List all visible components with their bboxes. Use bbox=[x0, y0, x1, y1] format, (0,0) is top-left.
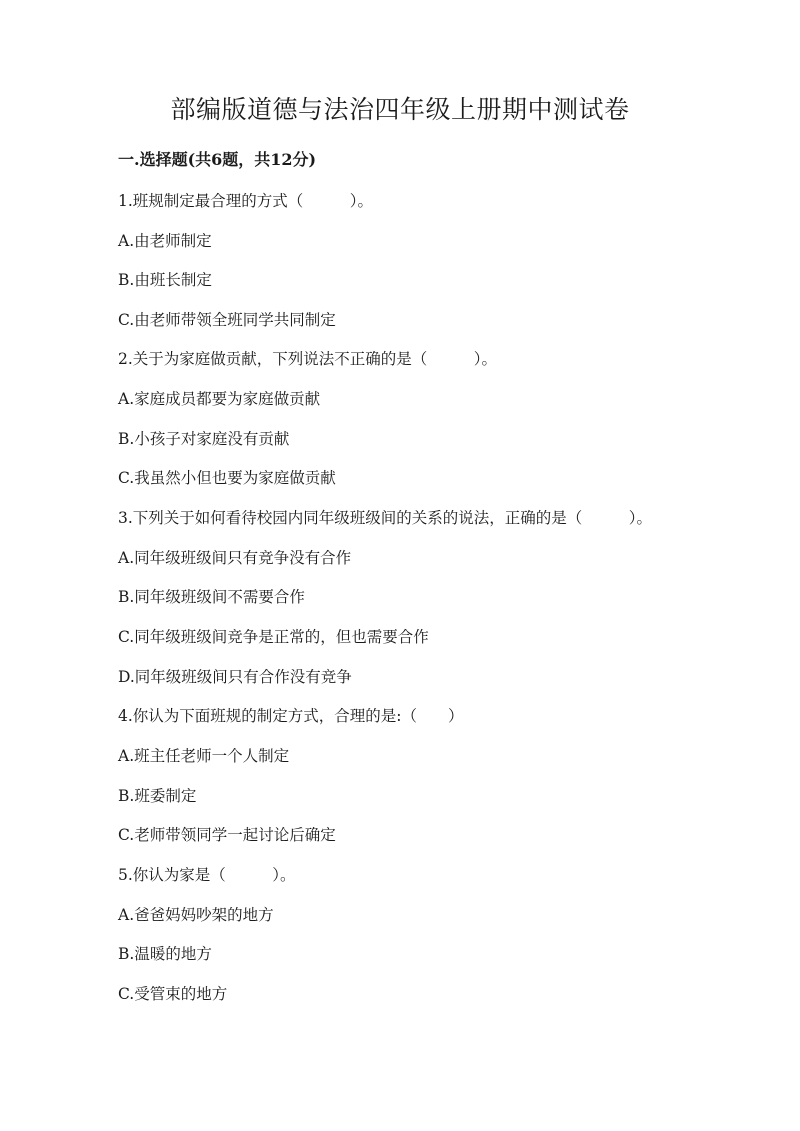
question-3-stem: 3.下列关于如何看待校园内同年级班级间的关系的说法，正确的是（ ）。 bbox=[118, 509, 653, 527]
question-5-option-a: A.爸爸妈妈吵架的地方 bbox=[118, 906, 274, 924]
question-5-option-b: B.温暖的地方 bbox=[118, 945, 212, 963]
section-heading: 一.选择题(共6题，共12分) bbox=[118, 150, 317, 169]
question-2-option-c: C.我虽然小但也要为家庭做贡献 bbox=[118, 469, 336, 487]
question-5-stem: 5.你认为家是（ ）。 bbox=[118, 866, 296, 884]
question-3-option-d: D.同年级班级间只有合作没有竞争 bbox=[118, 668, 352, 686]
question-4-option-b: B.班委制定 bbox=[118, 787, 197, 805]
question-2-option-b: B.小孩子对家庭没有贡献 bbox=[118, 430, 290, 448]
question-4-stem: 4.你认为下面班规的制定方式，合理的是:（ ） bbox=[118, 707, 464, 725]
question-1-option-a: A.由老师制定 bbox=[118, 232, 212, 250]
question-2-stem: 2.关于为家庭做贡献，下列说法不正确的是（ ）。 bbox=[118, 350, 498, 368]
question-2-option-a: A.家庭成员都要为家庭做贡献 bbox=[118, 390, 321, 408]
question-1-option-c: C.由老师带领全班同学共同制定 bbox=[118, 311, 336, 329]
question-3-option-a: A.同年级班级间只有竞争没有合作 bbox=[118, 549, 352, 567]
question-4-option-a: A.班主任老师一个人制定 bbox=[118, 747, 290, 765]
question-3-option-b: B.同年级班级间不需要合作 bbox=[118, 588, 305, 606]
question-3-option-c: C.同年级班级间竞争是正常的，但也需要合作 bbox=[118, 628, 429, 646]
question-4-option-c: C.老师带领同学一起讨论后确定 bbox=[118, 826, 336, 844]
question-1-option-b: B.由班长制定 bbox=[118, 271, 212, 289]
question-1-stem: 1.班规制定最合理的方式（ ）。 bbox=[118, 192, 374, 210]
question-5-option-c: C.受管束的地方 bbox=[118, 985, 228, 1003]
page-title: 部编版道德与法治四年级上册期中测试卷 bbox=[170, 95, 630, 124]
